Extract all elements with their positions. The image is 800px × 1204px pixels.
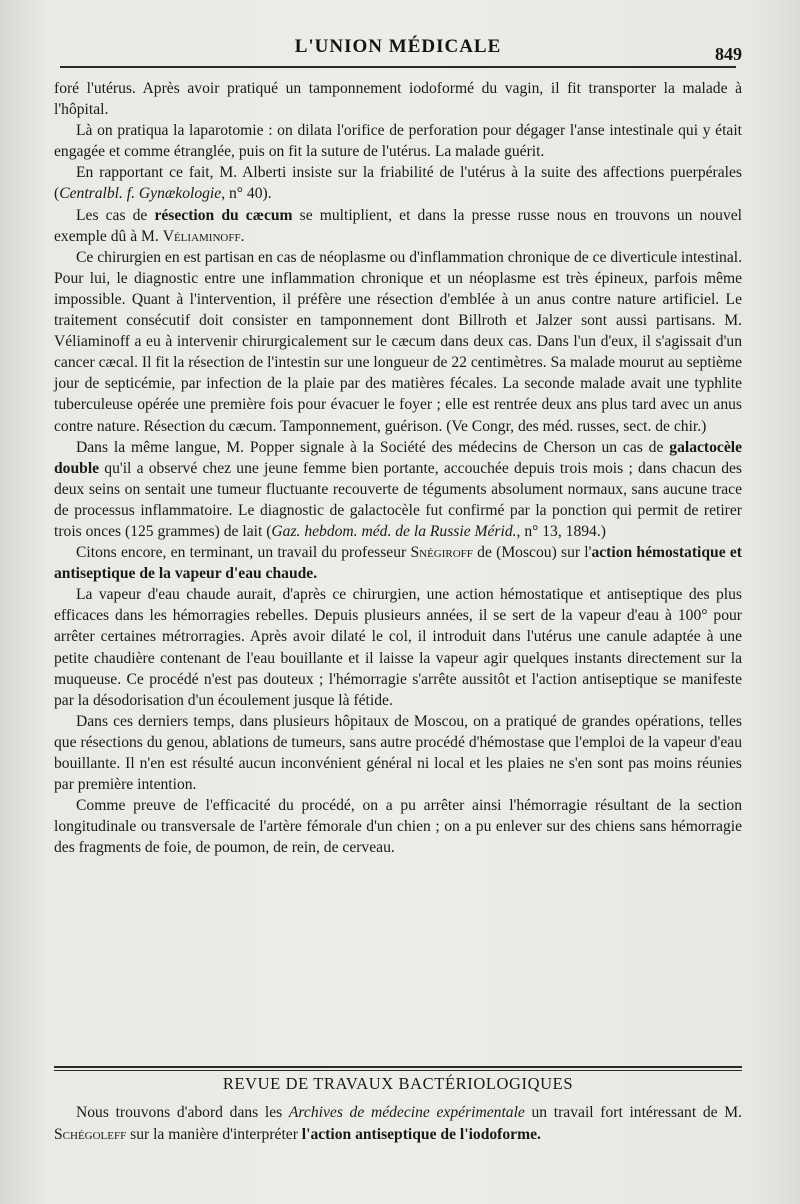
paragraph-8: La vapeur d'eau chaude aurait, d'après ce chirurgien, une action hémostatique et antiseptique des plus efficaces dans les hémorragies rebelles. Depuis plusieurs années, il se sert de la vapeur d'eau à 100° pour arrêter certaines métrorragies. Après avoir dilaté le col, il introduit dans l'utérus une canule adaptée à une petite chaudière contenant de l'eau bouillante et il laisse la vapeur agir quelques instants directement sur la muqueuse. Ce procédé n'est pas douteux ; l'hémorragie s'arrête aussitôt et l'action antiseptique se manifeste par la désodorisation d'un écoulement jusque là fétide.	[54, 586, 742, 709]
article-body	[54, 78, 742, 858]
paragraph-3	[54, 162, 742, 204]
paragraph-6-text-c: , n° 13, 1894.)	[516, 522, 606, 540]
topic-emphasis: galactocèle double	[54, 438, 742, 477]
page-number: 849	[715, 44, 742, 64]
author-name: Schégoleff	[54, 1125, 127, 1143]
topic-emphasis: résection du cæcum	[154, 206, 293, 224]
section-body	[54, 1102, 742, 1145]
paragraph-3-text-a: En rapportant ce fait, M. Alberti insiste sur la friabilité de l'utérus à la suite des affections puerpérales (	[54, 164, 742, 203]
paragraph-6-text-b: qu'il a observé chez une jeune femme bien portante, accouchée depuis trois mois ; dans chacun des deux seins on sentait une tumeur fluctuante recouverte de téguments absolument normaux, sans aucune trace de processus inflammatoire. Le diagnostic de galactocèle fut confirmé par la ponction qui permit de retirer trois onces (125 grammes) de lait (	[54, 459, 742, 540]
author-name: Snégiroff	[410, 544, 473, 562]
paragraph-4-text-b: se multiplient, et dans la presse russe nous en trouvons un nouvel exemple dû à M.	[54, 206, 743, 245]
paragraph-5: Ce chirurgien en est partisan en cas de néoplasme ou d'inflammation chronique de ce diverticule intestinal. Pour lui, le diagnostic entre une inflammation chronique et un néoplasme est très épineux, parfois même impossible. Quant à l'intervention, il préfère une résection d'emblée à un anus contre nature artificiel. Le traitement consécutif doit consister en tamponnement dont Billroth et Jalzer sont aussi partisans. M. Véliaminoff a eu à intervenir chirurgicalement sur le cæcum dans deux cas. Dans l'un d'eux, il s'agissait d'un cancer cæcal. Il fit la résection de l'intestin sur une longueur de 22 centimètres. Sa malade mourut au septième jour de septicémie, par infection de la plaie par des matières fécales. La seconde malade avait une typhlite tuberculeuse opérée une première fois pour évacuer le foyer ; elle est rentrée deux ans plus tard avec un anus contre nature. Résection du cæcum. Tamponnement, guérison. (Ve Congr, des méd. russes, sect. de chir.)	[54, 248, 742, 435]
section-heading: REVUE DE TRAVAUX BACTÉRIOLOGIQUES	[222, 1074, 574, 1093]
paragraph-3-text-b: , n° 40).	[221, 185, 272, 203]
header-rule	[60, 66, 736, 68]
paragraph-7-text-b: de (Moscou) sur l'	[472, 544, 592, 562]
topic-emphasis: l'action antiseptique de l'iodoforme.	[301, 1125, 541, 1143]
paragraph-4-text-a: Les cas de	[76, 206, 155, 224]
running-title: L'UNION MÉDICALE	[294, 36, 502, 57]
section-text-a: Nous trouvons d'abord dans les	[76, 1104, 289, 1121]
paragraph-1: foré l'utérus. Après avoir pratiqué un tamponnement iodoformé du vagin, il fit transporter la malade à l'hôpital.	[54, 80, 742, 119]
paragraph-6	[54, 437, 742, 542]
section-text-c: sur la manière d'interpréter	[126, 1125, 302, 1143]
paragraph-4	[54, 205, 742, 247]
paragraph-7-text-a: Citons encore, en terminant, un travail du professeur	[76, 544, 411, 562]
topic-emphasis: action hémostatique et antiseptique de la vapeur d'eau chaude.	[54, 544, 742, 583]
paragraph-9: Dans ces derniers temps, dans plusieurs hôpitaux de Moscou, on a pratiqué de grandes opérations, telles que résections du genou, ablations de tumeurs, sans autre procédé d'hémostase que l'emploi de la vapeur d'eau bouillante. Il n'en est résulté aucun inconvénient général ni local et les plaies ne s'en sont pas moins réunies par première intention.	[54, 712, 742, 794]
page-header	[54, 32, 742, 66]
section-text-b: un travail fort intéressant de M.	[524, 1104, 742, 1121]
section-rule	[54, 1066, 742, 1068]
paragraph-2: Là on pratiqua la laparotomie : on dilata l'orifice de perforation pour dégager l'anse intestinale qui y était engagée et comme étranglée, puis on fit la suture de l'utérus. La malade guérit.	[54, 122, 742, 161]
paragraph-6-text-a: Dans la même langue, M. Popper signale à la Société des médecins de Cherson un cas de	[76, 438, 670, 456]
paragraph-7	[54, 542, 742, 584]
author-name: Véliaminoff.	[162, 227, 245, 245]
paragraph-10: Comme preuve de l'efficacité du procédé, on a pu arrêter ainsi l'hémorragie résultant de la section longitudinale ou transversale de l'artère fémorale d'un chien ; on a pu enlever sur des chiens sans hémorragie des fragments de foie, de poumon, de rein, de cerveau.	[54, 797, 742, 857]
journal-reference: Gaz. hebdom. méd. de la Russie Mérid.	[271, 522, 517, 540]
journal-reference: Archives de médecine expérimentale	[288, 1104, 525, 1121]
journal-reference: Centralbl. f. Gynækologie	[59, 185, 222, 203]
section-rule-thin	[54, 1070, 742, 1071]
section-paragraph-1	[54, 1102, 742, 1145]
